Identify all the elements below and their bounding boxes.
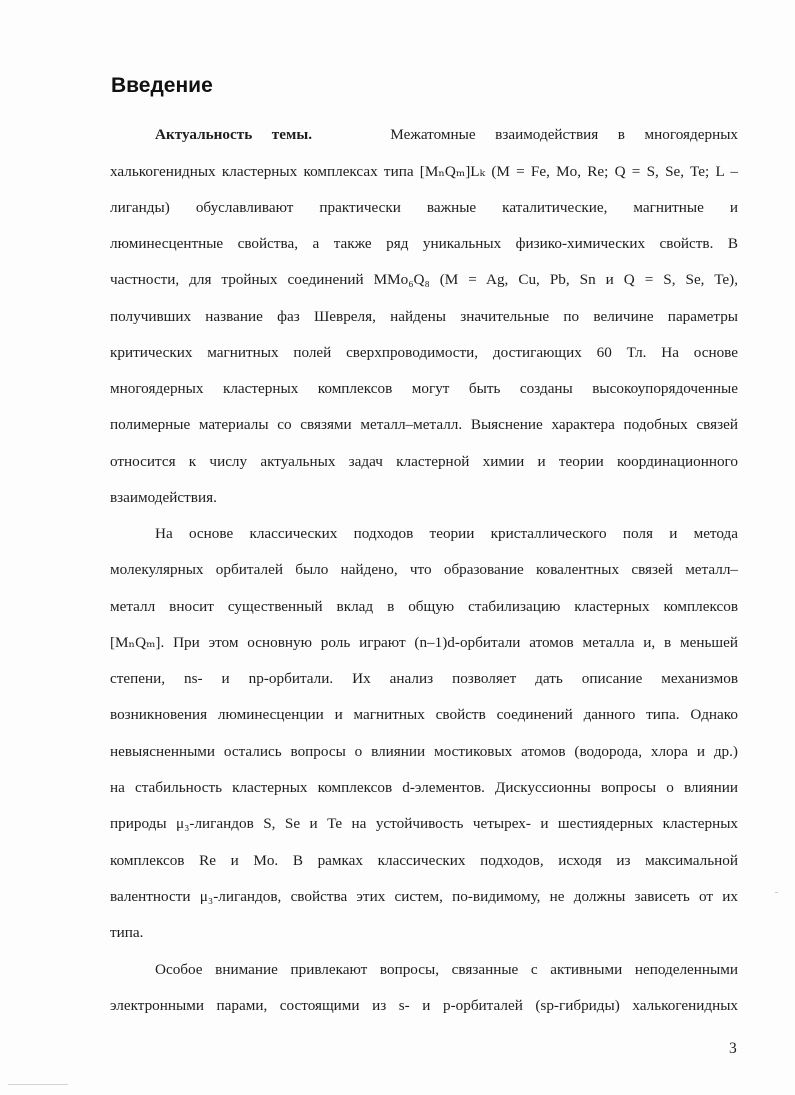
section-title: Введение (111, 74, 213, 97)
text-line: Актуальность темы. Межатомные взаимодействия в многоядерных (155, 126, 738, 143)
text-line: комплексов Re и Mo. В рамках классических подходов, исходя из максимальной (110, 852, 738, 869)
text-line: многоядерных кластерных комплексов могут быть созданы высокоупорядоченные (110, 380, 738, 397)
page-number: 3 (729, 1040, 737, 1057)
text-line: металл вносит существенный вклад в общую стабилизацию кластерных комплексов (110, 598, 738, 615)
text-line: молекулярных орбиталей было найдено, что образование ковалентных связей металл– (110, 561, 738, 578)
text-line: получивших название фаз Шевреля, найдены значительные по величине параметры (110, 308, 738, 325)
text-line: невыясненными остались вопросы о влиянии мостиковых атомов (водорода, хлора и др.) (110, 743, 738, 760)
lead-term: Актуальность темы. (155, 126, 312, 143)
text-line: возникновения люминесценции и магнитных свойств соединений данного типа. Однако (110, 706, 738, 723)
scan-speck (8, 1084, 68, 1085)
text-line: халькогенидных кластерных комплексах типа [MₙQₘ]Lₖ (M = Fe, Mo, Re; Q = S, Se, Te; L – (110, 163, 738, 180)
text-line: На основе классических подходов теории кристаллического поля и метода (155, 525, 738, 542)
text-line: на стабильность кластерных комплексов d-элементов. Дискуссионны вопросы о влиянии (110, 779, 738, 796)
text-line: люминесцентные свойства, а также ряд уникальных физико-химических свойств. В (110, 235, 738, 252)
text-line: частности, для тройных соединений MMo₆Q₈ (M = Ag, Cu, Pb, Sn и Q = S, Se, Te), (110, 271, 738, 288)
text-line: Особое внимание привлекают вопросы, связанные с активными неподеленными (155, 961, 738, 978)
text-line: электронными парами, состоящими из s- и p-орбиталей (sp-гибриды) халькогенидных (110, 997, 738, 1014)
text-line: критических магнитных полей сверхпроводимости, достигающих 60 Тл. На основе (110, 344, 738, 361)
text-line: взаимодействия. (110, 489, 217, 506)
scan-speck (775, 892, 778, 893)
text-line: валентности μ₃-лигандов, свойства этих систем, по-видимому, не должны зависеть от их (110, 888, 738, 905)
text-line: относится к числу актуальных задач кластерной химии и теории координационного (110, 453, 738, 470)
text-line: лиганды) обуславливают практически важные каталитические, магнитные и (110, 199, 738, 216)
text-line: природы μ₃-лигандов S, Se и Te на устойчивость четырех- и шестиядерных кластерных (110, 815, 738, 832)
text-line: степени, ns- и np-орбитали. Их анализ позволяет дать описание механизмов (110, 670, 738, 687)
text-line: [MₙQₘ]. При этом основную роль играют (n–1)d-орбитали атомов металла и, в меньшей (110, 634, 738, 651)
text-line: типа. (110, 924, 144, 941)
text-line: полимерные материалы со связями металл–металл. Выяснение характера подобных связей (110, 416, 738, 433)
